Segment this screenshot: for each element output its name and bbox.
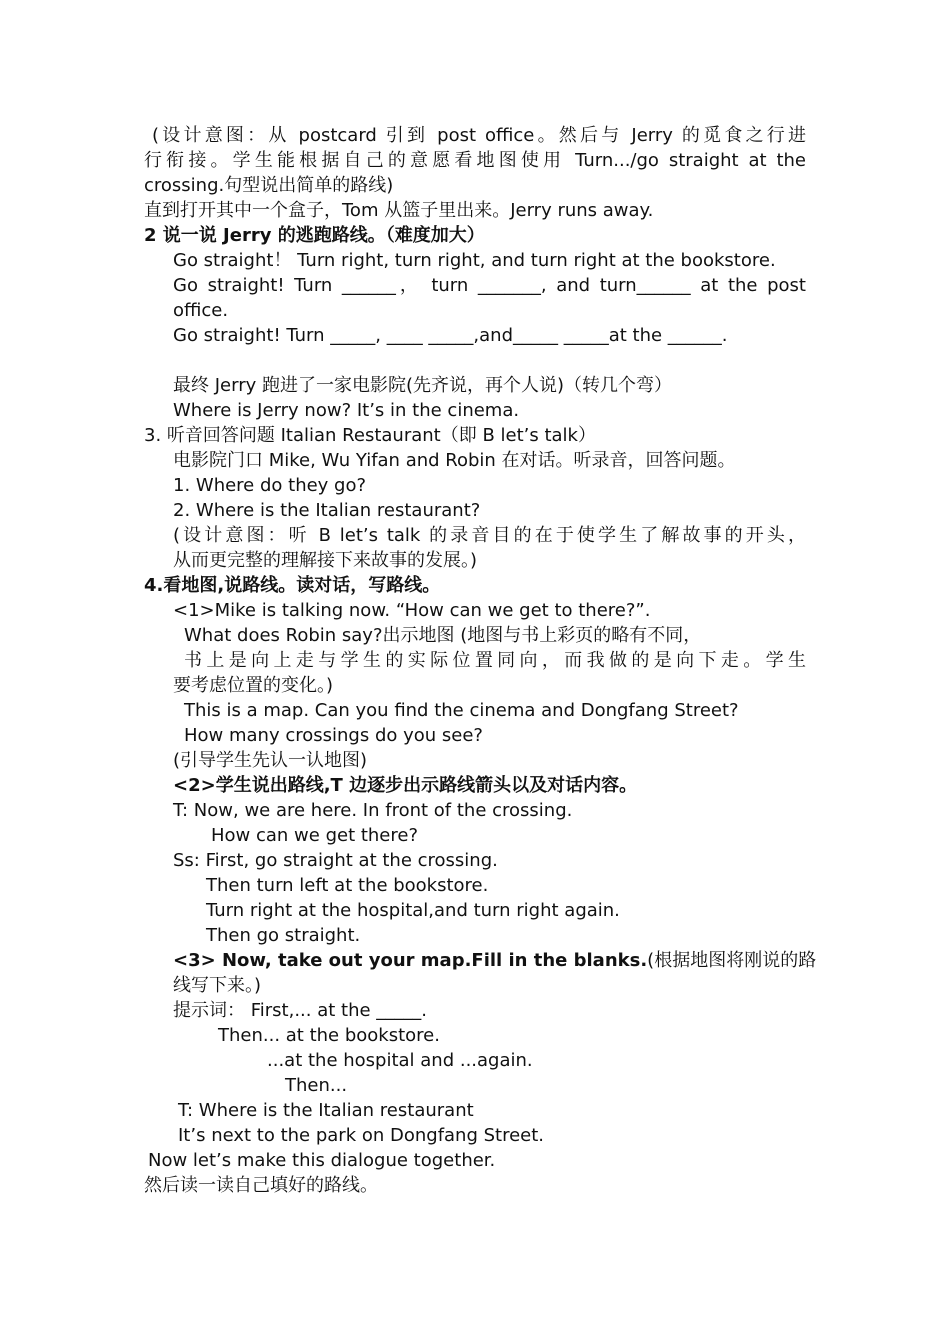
where-is-jerry-line: Where is Jerry now? It’s in the cinema.	[173, 400, 520, 421]
step-3-heading: <3> Now, take out your map.Fill in the blanks.	[173, 950, 648, 971]
map-guide-note: (引导学生先认一认地图)	[173, 750, 368, 771]
design-intent-line-2: 行衔接。学生能根据自己的意愿看地图使用 Turn.../go straight at the	[144, 150, 806, 171]
restaurant-answer: It’s next to the park on Dongfang Street.	[178, 1125, 545, 1146]
robin-map-line: What does Robin say?出示地图 (地图与书上彩页的略有不同，	[184, 625, 702, 646]
design-intent-line-1: (设计意图：从 postcard 引到 post office。然后与 Jerry 的觅食之行进	[152, 125, 806, 146]
route-line-1: Go straight！ Turn right, turn right, and turn right at the bookstore.	[173, 250, 776, 271]
section-4-heading: 4.看地图,说路线。读对话，写路线。	[144, 575, 441, 596]
step-1-line: <1>Mike is talking now. “How can we get to there?”.	[173, 600, 651, 621]
design-intent-2-line-1: (设计意图：听 B let’s talk 的录音目的在于使学生了解故事的开头，	[173, 525, 806, 546]
design-intent-2-line-2: 从而更完整的理解接下来故事的发展。)	[173, 550, 478, 571]
map-question-2: How many crossings do you see?	[184, 725, 483, 746]
map-note-line-2: 要考虑位置的变化。)	[173, 675, 334, 696]
step-3-note: (根据地图将刚说的路	[647, 950, 817, 971]
step-3-line	[173, 948, 817, 973]
dialogue-line: Now let’s make this dialogue together.	[148, 1150, 496, 1171]
map-note-line-1: 书上是向上走与学生的实际位置同向，而我做的是向下走。学生	[184, 650, 806, 671]
section-3-heading: 3. 听音回答问题 Italian Restaurant（即 B let’s talk）	[144, 425, 596, 446]
students-line-3: Turn right at the hospital,and turn right again.	[206, 900, 620, 921]
step-3-note-cont: 线写下来。)	[173, 975, 262, 996]
hint-line-2: Then... at the bookstore.	[218, 1025, 440, 1046]
route-line-3: Go straight! Turn _____, ____ _____,and_____ _____at the ______.	[173, 325, 728, 346]
step-2-heading: <2>学生说出路线,T 边逐步出示路线箭头以及对话内容。	[173, 775, 638, 796]
design-intent-line-3: crossing.句型说出简单的路线)	[144, 175, 394, 196]
route-line-2: Go straight! Turn ______， turn _______, and turn______ at the post	[173, 275, 806, 296]
students-line-2: Then turn left at the bookstore.	[206, 875, 489, 896]
map-question-1: This is a map. Can you find the cinema and Dongfang Street?	[184, 700, 739, 721]
teacher-line-1: T: Now, we are here. In front of the crossing.	[173, 800, 573, 821]
section-3-intro: 电影院门口 Mike, Wu Yifan and Robin 在对话。听录音，回答问题。	[173, 450, 736, 471]
section-2-heading: 2 说一说 Jerry 的逃跑路线。（难度加大）	[144, 225, 485, 246]
hint-line-3: ...at the hospital and ...again.	[267, 1050, 533, 1071]
cinema-line: 最终 Jerry 跑进了一家电影院(先齐说，再个人说)（转几个弯）	[173, 375, 673, 396]
question-2: 2. Where is the Italian restaurant?	[173, 500, 481, 521]
teacher-question: T: Where is the Italian restaurant	[178, 1100, 474, 1121]
students-line-1: Ss: First, go straight at the crossing.	[173, 850, 498, 871]
final-line: 然后读一读自己填好的路线。	[144, 1175, 378, 1196]
students-line-4: Then go straight.	[206, 925, 361, 946]
story-line: 直到打开其中一个盒子，Tom 从篮子里出来。Jerry runs away.	[144, 200, 654, 221]
hint-line-4: Then...	[285, 1075, 348, 1096]
question-1: 1. Where do they go?	[173, 475, 367, 496]
route-line-2-cont: office.	[173, 300, 229, 321]
teacher-line-2: How can we get there?	[211, 825, 419, 846]
hint-line-1: 提示词： First,... at the _____.	[173, 1000, 428, 1021]
